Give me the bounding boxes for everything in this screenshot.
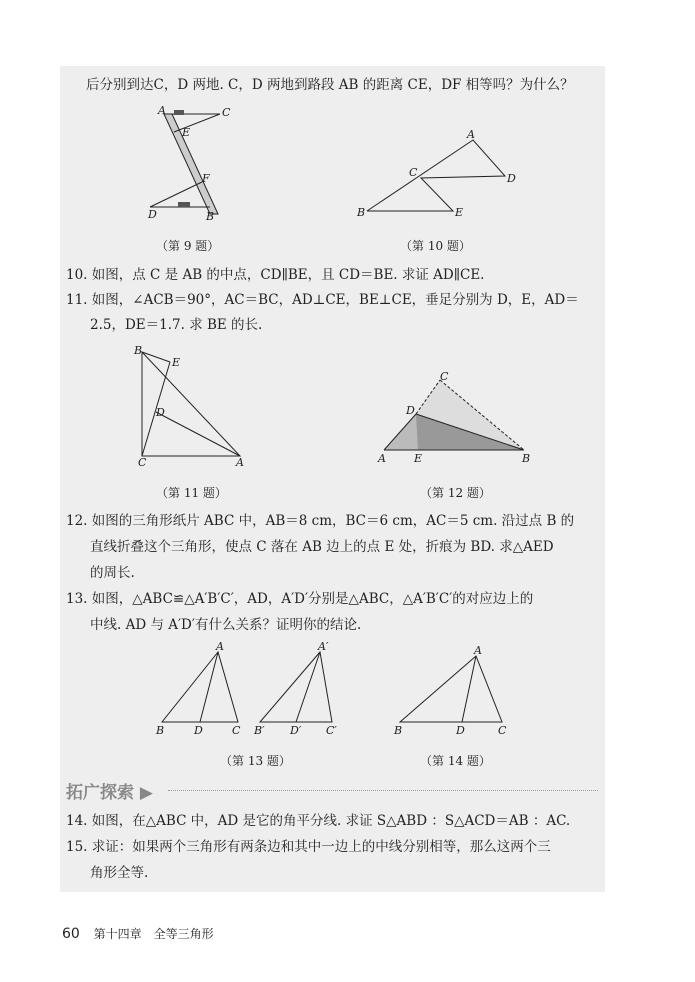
page-footer [62, 925, 214, 942]
fig13-label-B: B [156, 724, 165, 737]
figure-10 [355, 126, 525, 222]
problem-14-text: 14. 如图，在△ABC 中，AD 是它的角平分线. 求证 S△ABD ：S△ACD＝AB ：AC. [66, 813, 571, 829]
fig10-label-D: D [507, 172, 516, 185]
fig11-label-D: D [156, 406, 165, 419]
fig12-label-C: C [440, 370, 449, 383]
fig13-label-C-prime: C′ [326, 724, 337, 737]
fig13-label-B-prime: B′ [254, 724, 265, 737]
fig13-label-D: D [194, 724, 203, 737]
section-title: 拓广探索 ▶ [66, 783, 153, 803]
fig9-label-E: E [182, 126, 191, 139]
fig12-label-B: B [522, 452, 531, 465]
problem-13-text-1: 13. 如图，△ABC≌△A′B′C′，AD，A′D′分别是△ABC，△A′B′C′的对应边上的 [66, 591, 534, 607]
fig11-label-C: C [138, 456, 147, 469]
fig9-label-D: D [148, 208, 157, 221]
fig12-label-A: A [378, 452, 386, 465]
figure-12 [372, 370, 537, 470]
problem-15-text-1: 15. 求证：如果两个三角形有两条边和其中一边上的中线分别相等，那么这两个三 [66, 839, 551, 855]
fig14-label-C: C [498, 724, 507, 737]
fig14-label-B: B [394, 724, 403, 737]
problem-11-text-2: 2.5，DE＝1.7. 求 BE 的长. [90, 317, 263, 333]
fig10-label-E: E [455, 206, 464, 219]
fig12-label-D: D [406, 404, 415, 417]
fig11-label-A: A [236, 456, 244, 469]
problem-12-text-2: 直线折叠这个三角形，使点 C 落在 AB 边上的点 E 处，折痕为 BD. 求△AED [90, 539, 554, 555]
fig10-label-B: B [357, 206, 366, 219]
problem-11-text-1: 11. 如图，∠ACB＝90°，AC＝BC，AD⊥CE，BE⊥CE，垂足分别为 D，E，AD＝ [66, 292, 579, 308]
figure-13-left [152, 640, 244, 740]
problem-12-text-1: 12. 如图的三角形纸片 ABC 中，AB＝8 cm，BC＝6 cm，AC＝5 cm. 沿过点 B 的 [66, 513, 575, 529]
fig14-label-D: D [456, 724, 465, 737]
problem-9-text: 后分别到达C，D 两地. C，D 两地到路段 AB 的距离 CE，DF 相等吗？为什么？ [86, 77, 574, 93]
fig9-label-C: C [222, 106, 231, 119]
problem-10-text: 10. 如图，点 C 是 AB 的中点，CD∥BE，且 CD＝BE. 求证 AD∥CE. [66, 267, 485, 283]
fig11-label-B: B [134, 344, 143, 357]
figure-14 [390, 640, 520, 740]
fig14-label-A: A [474, 644, 482, 657]
fig10-label-C: C [409, 166, 418, 179]
fig12-label-E: E [414, 452, 423, 465]
chapter-title: 第十四章 全等三角形 [93, 927, 214, 941]
fig13-label-C: C [232, 724, 241, 737]
fig9-label-F: F [202, 172, 210, 185]
problem-15-text-2: 角形全等. [90, 865, 149, 881]
fig13-label-A: A [216, 640, 224, 653]
caption-9: （第 9 题） [156, 239, 220, 253]
caption-14: （第 14 题） [420, 754, 491, 768]
fig13-label-D-prime: D′ [290, 724, 302, 737]
problem-12-text-3: 的周长. [90, 565, 135, 581]
figure-11 [126, 344, 256, 470]
caption-13: （第 13 题） [220, 754, 291, 768]
problem-13-text-2: 中线. AD 与 A′D′有什么关系？证明你的结论. [90, 617, 362, 633]
fig11-label-E: E [172, 356, 181, 369]
fig13-label-A-prime: A′ [318, 640, 329, 653]
figure-13-right [252, 640, 344, 740]
section-divider [168, 790, 598, 791]
fig9-label-B: B [206, 210, 215, 223]
caption-10: （第 10 题） [400, 239, 471, 253]
fig9-label-A: A [158, 104, 166, 117]
caption-11: （第 11 题） [156, 486, 227, 500]
fig10-label-A: A [467, 128, 475, 141]
figure-9 [130, 102, 240, 224]
page-number: 60 [62, 926, 80, 942]
caption-12: （第 12 题） [420, 486, 491, 500]
